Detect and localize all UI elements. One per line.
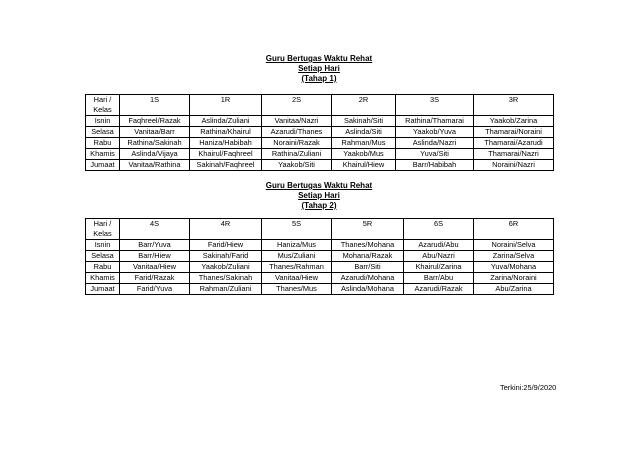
table-cell: Yaakob/Mus (332, 149, 396, 160)
table-cell: Azarudi/Razak (404, 284, 474, 295)
table-cell: Zarina/Noraini (474, 273, 554, 284)
section2-subtitle: Setiap Hari (298, 191, 340, 200)
day-cell: Selasa (86, 251, 120, 262)
table-row (86, 127, 554, 138)
section1-subtitle: Setiap Hari (298, 64, 340, 73)
column-header: 1R (190, 95, 262, 116)
table-cell: Thamarai/Nazri (474, 149, 554, 160)
column-header: 2R (332, 95, 396, 116)
section2-title: Guru Bertugas Waktu Rehat (265, 181, 373, 190)
table-row (86, 240, 554, 251)
table-cell: Rathina/Khairul (190, 127, 262, 138)
table-cell: Thanes/Sakinah (190, 273, 262, 284)
column-header: 6S (404, 219, 474, 240)
table-cell: Noraini/Nazri (474, 160, 554, 171)
day-cell: Jumaat (86, 284, 120, 295)
table-cell: Yaakob/Zuliani (190, 262, 262, 273)
table-cell: Aslinda/Zuliani (190, 116, 262, 127)
duty-table-tahap-1 (85, 94, 554, 171)
column-header: 3R (474, 95, 554, 116)
day-cell: Rabu (86, 138, 120, 149)
corner-header-line2: Kelas (93, 229, 112, 238)
table-cell: Barr/Siti (332, 262, 404, 273)
table-cell: Khairul/Hiew (332, 160, 396, 171)
table-cell: Faqhreel/Razak (120, 116, 190, 127)
table-cell: Khairul/Zarina (404, 262, 474, 273)
table-cell: Farid/Hiew (190, 240, 262, 251)
corner-header-line1: Hari / (93, 219, 112, 228)
table-row (86, 160, 554, 171)
corner-header (86, 95, 120, 116)
table-cell: Yaakob/Zarina (474, 116, 554, 127)
section1-title: Guru Bertugas Waktu Rehat (265, 54, 373, 63)
column-header: 3S (396, 95, 474, 116)
table-cell: Aslinda/Mohana (332, 284, 404, 295)
table-cell: Vanitaa/Rathina (120, 160, 190, 171)
last-updated-note: Terkini:25/9/2020 (500, 383, 557, 392)
table-cell: Azarudi/Abu (404, 240, 474, 251)
table-cell: Vanitaa/Nazri (262, 116, 332, 127)
table-row (86, 284, 554, 295)
table-cell: Barr/Habibah (396, 160, 474, 171)
table-row (86, 273, 554, 284)
day-cell: Khamis (86, 273, 120, 284)
table-cell: Haniza/Habibah (190, 138, 262, 149)
column-header: 5S (262, 219, 332, 240)
section1-phase: (Tahap 1) (301, 74, 337, 83)
table-cell: Haniza/Mus (262, 240, 332, 251)
table-row (86, 262, 554, 273)
day-cell: Khamis (86, 149, 120, 160)
table-cell: Sakinah/Farid (190, 251, 262, 262)
table-row (86, 138, 554, 149)
table-cell: Barr/Hiew (120, 251, 190, 262)
table-cell: Thanes/Mohana (332, 240, 404, 251)
table-cell: Rathina/Zuliani (262, 149, 332, 160)
table-header-row (86, 219, 554, 240)
table-cell: Thanes/Mus (262, 284, 332, 295)
table-cell: Noraini/Selva (474, 240, 554, 251)
table-cell: Azarudi/Thanes (262, 127, 332, 138)
table-cell: Sakinah/Siti (332, 116, 396, 127)
day-cell: Selasa (86, 127, 120, 138)
column-header: 5R (332, 219, 404, 240)
table-cell: Farid/Razak (120, 273, 190, 284)
table-cell: Abu/Nazri (404, 251, 474, 262)
table-cell: Barr/Yuva (120, 240, 190, 251)
column-header: 2S (262, 95, 332, 116)
section2-heading (0, 181, 638, 211)
table-row (86, 251, 554, 262)
table-cell: Farid/Yuva (120, 284, 190, 295)
corner-header (86, 219, 120, 240)
table-cell: Barr/Abu (404, 273, 474, 284)
column-header: 4S (120, 219, 190, 240)
day-cell: Isnin (86, 116, 120, 127)
table-header-row (86, 95, 554, 116)
table-cell: Rahman/Mus (332, 138, 396, 149)
table-cell: Abu/Zarina (474, 284, 554, 295)
table-cell: Aslinda/Nazri (396, 138, 474, 149)
day-cell: Jumaat (86, 160, 120, 171)
table-cell: Sakinah/Faqhreel (190, 160, 262, 171)
table-cell: Thamarai/Azarudi (474, 138, 554, 149)
column-header: 6R (474, 219, 554, 240)
table-cell: Yaakob/Yuva (396, 127, 474, 138)
table-cell: Mohana/Razak (332, 251, 404, 262)
table-cell: Mus/Zuliani (262, 251, 332, 262)
table-cell: Vanitaa/Hiew (120, 262, 190, 273)
table-row (86, 116, 554, 127)
table-cell: Rahman/Zuliani (190, 284, 262, 295)
day-cell: Isnin (86, 240, 120, 251)
column-header: 4R (190, 219, 262, 240)
column-header: 1S (120, 95, 190, 116)
table-cell: Vanitaa/Barr (120, 127, 190, 138)
table-cell: Khairul/Faqhreel (190, 149, 262, 160)
table-cell: Thanes/Rahman (262, 262, 332, 273)
table-cell: Zarina/Selva (474, 251, 554, 262)
table-cell: Rathina/Sakinah (120, 138, 190, 149)
section2-phase: (Tahap 2) (301, 201, 337, 210)
duty-table-tahap-2 (85, 218, 554, 295)
table-cell: Aslinda/Siti (332, 127, 396, 138)
table-row (86, 149, 554, 160)
corner-header-line2: Kelas (93, 105, 112, 114)
table-cell: Noraini/Razak (262, 138, 332, 149)
table-cell: Azarudi/Mohana (332, 273, 404, 284)
table-cell: Rathina/Thamarai (396, 116, 474, 127)
table-cell: Aslinda/Vijaya (120, 149, 190, 160)
table-cell: Yaakob/Siti (262, 160, 332, 171)
table-cell: Yuva/Siti (396, 149, 474, 160)
table-cell: Yuva/Mohana (474, 262, 554, 273)
corner-header-line1: Hari / (93, 95, 112, 104)
table-cell: Vanitaa/Hiew (262, 273, 332, 284)
table-cell: Thamarai/Noraini (474, 127, 554, 138)
day-cell: Rabu (86, 262, 120, 273)
section1-heading (0, 54, 638, 84)
